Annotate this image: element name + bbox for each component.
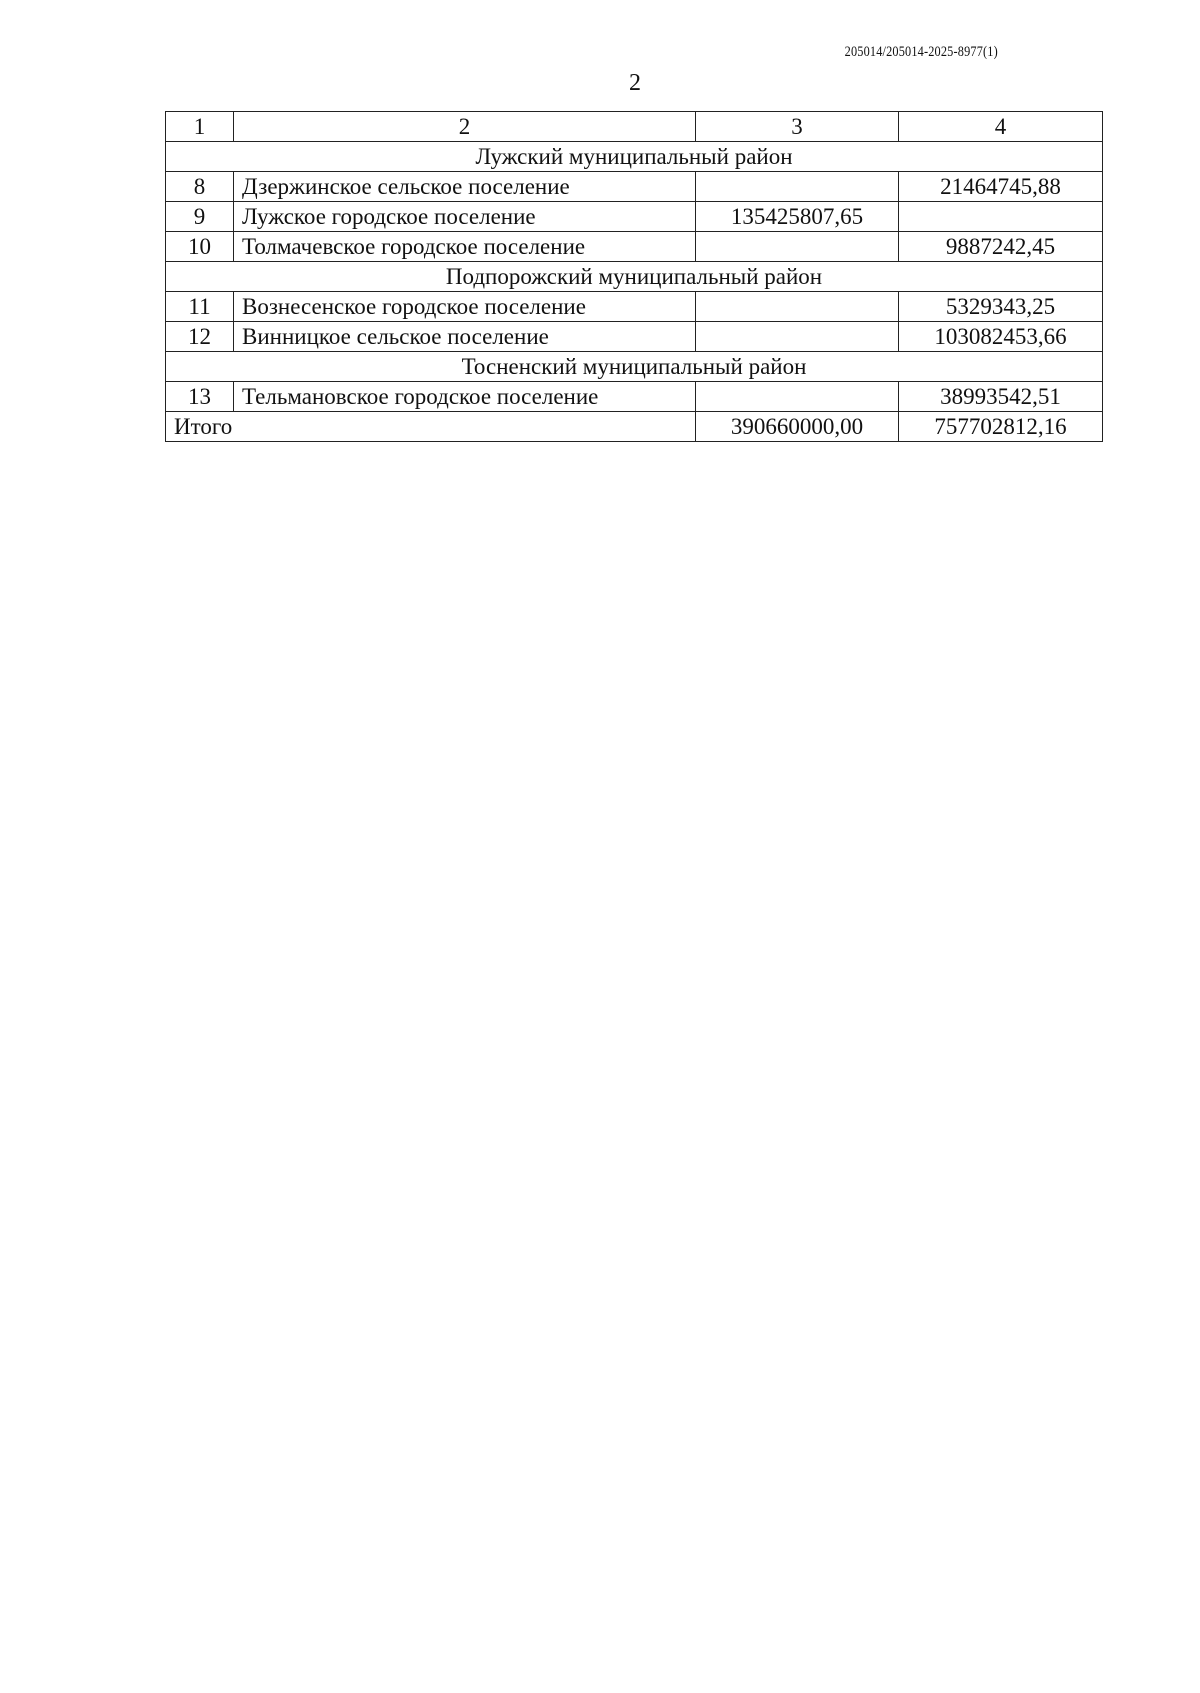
column-number-3: 3: [696, 112, 899, 142]
settlement-name: Тельмановское городское поселение: [234, 382, 696, 412]
value-col4: 103082453,66: [899, 322, 1103, 352]
table-row: [166, 322, 1103, 352]
settlement-name: Толмачевское городское поселение: [234, 232, 696, 262]
settlement-name: Винницкое сельское поселение: [234, 322, 696, 352]
settlement-name: Вознесенское городское поселение: [234, 292, 696, 322]
table-row: [166, 172, 1103, 202]
group-title: Подпорожский муниципальный район: [166, 262, 1103, 292]
row-number: 9: [166, 202, 234, 232]
column-number-1: 1: [166, 112, 234, 142]
row-number: 11: [166, 292, 234, 322]
row-number: 10: [166, 232, 234, 262]
value-col3: [696, 292, 899, 322]
value-col4: 38993542,51: [899, 382, 1103, 412]
group-header-row: [166, 352, 1103, 382]
total-row: [166, 412, 1103, 442]
value-col4: 9887242,45: [899, 232, 1103, 262]
total-label: Итого: [166, 412, 696, 442]
settlement-name: Лужское городское поселение: [234, 202, 696, 232]
group-header-row: [166, 262, 1103, 292]
column-number-row: [166, 112, 1103, 142]
total-col4: 757702812,16: [899, 412, 1103, 442]
column-number-2: 2: [234, 112, 696, 142]
document-id: 205014/205014-2025-8977(1): [844, 44, 998, 60]
group-title: Тосненский муниципальный район: [166, 352, 1103, 382]
column-number-4: 4: [899, 112, 1103, 142]
total-col3: 390660000,00: [696, 412, 899, 442]
row-number: 8: [166, 172, 234, 202]
value-col3: 135425807,65: [696, 202, 899, 232]
allocation-table: [165, 111, 1103, 442]
value-col3: [696, 322, 899, 352]
group-title: Лужский муниципальный район: [166, 142, 1103, 172]
table-row: [166, 292, 1103, 322]
settlement-name: Дзержинское сельское поселение: [234, 172, 696, 202]
table-row: [166, 232, 1103, 262]
value-col4: 21464745,88: [899, 172, 1103, 202]
table-row: [166, 382, 1103, 412]
table-row: [166, 202, 1103, 232]
value-col4: [899, 202, 1103, 232]
value-col4: 5329343,25: [899, 292, 1103, 322]
value-col3: [696, 382, 899, 412]
value-col3: [696, 172, 899, 202]
row-number: 13: [166, 382, 234, 412]
row-number: 12: [166, 322, 234, 352]
group-header-row: [166, 142, 1103, 172]
page-number: 2: [629, 70, 641, 96]
value-col3: [696, 232, 899, 262]
